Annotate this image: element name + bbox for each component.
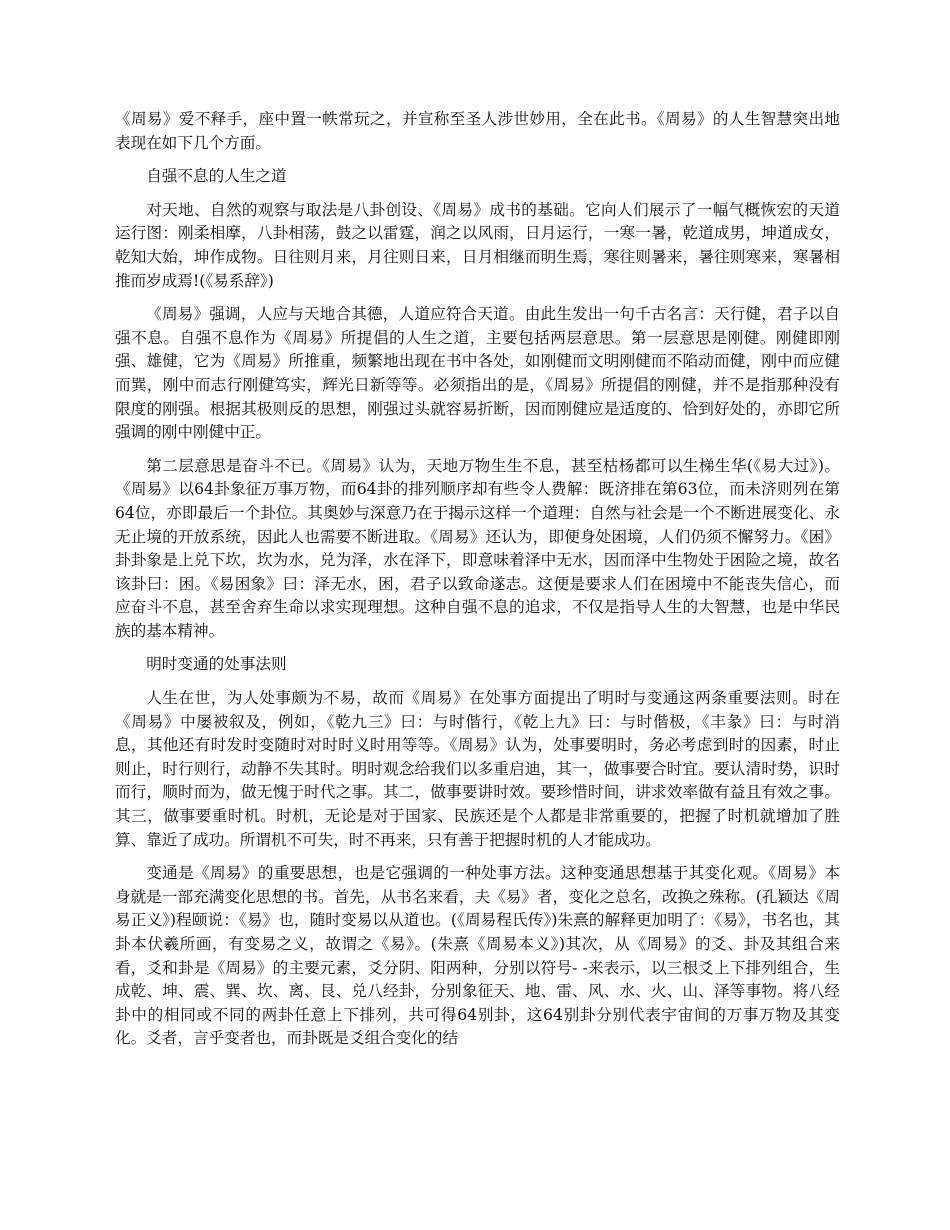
paragraph: 变通是《周易》的重要思想，也是它强调的一种处事方法。这种变通思想基于其变化观。《周易》本身就是一部充满变化思想的书。首先，从书名来看，夫《易》者，变化之总名，改换之殊称。(孔颖达《周易正义》)程颐说：《易》也，随时变易以从道也。(《周易程氏传》)朱熹的解释更加明了：《易》，书名也，其卦本伏羲所画，有变易之义，故谓之《易》。(朱熹《周易本义》)其次，从《周易》的爻、卦及其组合来看，爻和卦是《周易》的主要元素，爻分阴、阳两种，分别以符号- -来表示，以三根爻上下排列组合，生成乾、坤、震、巽、坎、离、艮、兑八经卦，分别象征天、地、雷、风、水、火、山、泽等事物。将八经卦中的相同或不同的两卦任意上下排列，共可得64别卦，这64别卦分别代表宇宙间的万事万物及其变化。爻者，言乎变者也，而卦既是爻组合变化的结 (115, 864, 840, 1048)
section-heading: 自强不息的人生之道 (146, 167, 287, 186)
paragraph: 《周易》强调，人应与天地合其德，人道应符合天道。由此生发出一句千古名言：天行健，君子以自强不息。自强不息作为《周易》所提倡的人生之道，主要包括两层意思。第一层意思是刚健。刚健即刚强、雄健，它为《周易》所推重，频繁地出现在书中各处，如刚健而文明刚健而不陷动而健，刚中而应健而巽，刚中而志行刚健笃实，辉光日新等等。必须指出的是，《周易》所提倡的刚健，并不是指那种没有限度的刚强。根据其极则反的思想，刚强过头就容易折断，因而刚健应是适度的、恰到好处的，亦即它所强调的刚中刚健中正。 (115, 305, 840, 442)
paragraph: 对天地、自然的观察与取法是八卦创设、《周易》成书的基础。它向人们展示了一幅气概恢宏的天道运行图：刚柔相摩，八卦相荡，鼓之以雷霆，润之以风雨，日月运行，一寒一暑，乾道成男，坤道成女，乾知大始，坤作成物。日往则月来，月往则日来，日月相继而明生焉，寒往则暑来，暑往则寒来，寒暑相推而岁成焉!(《易系辞》) (115, 200, 840, 290)
document-page (115, 108, 840, 1061)
paragraph: 第二层意思是奋斗不已。《周易》认为，天地万物生生不息，甚至枯杨都可以生梯生华(《易大过》)。《周易》以64卦象征万事万物，而64卦的排列顺序却有些令人费解：既济排在第63位，而未济则列在第64位，亦即最后一个卦位。其奥妙与深意乃在于揭示这样一个道理：自然与社会是一个不断进展变化、永无止境的开放系统，因此人也需要不断进取。《周易》还认为，即便身处困境，人们仍须不懈努力。《困》卦卦象是上兑下坎，坎为水，兑为泽，水在泽下，即意味着泽中无水，因而泽中生物处于困险之境，故名该卦曰：困。《易困象》曰：泽无水，困，君子以致命遂志。这便是要求人们在困境中不能丧失信心，而应奋斗不息，甚至舍弃生命以求实现理想。这种自强不息的追求，不仅是指导人生的大智慧，也是中华民族的基本精神。 (115, 456, 840, 640)
paragraph: 人生在世，为人处事颇为不易，故而《周易》在处事方面提出了明时与变通这两条重要法则。时在《周易》中屡被叙及，例如，《乾九三》曰：与时偕行，《乾上九》曰：与时偕极，《丰彖》曰：与时消息，其他还有时发时变随时对时时义时用等等。《周易》认为，处事要明时，务必考虑到时的因素，时止则止，时行则行，动静不失其时。明时观念给我们以多重启迪，其一，做事要合时宜。要认清时势，识时而行，顺时而为，做无愧于时代之事。其二，做事要讲时效。要珍惜时间，讲求效率做有益且有效之事。其三，做事要重时机。时机，无论是对于国家、民族还是个人都是非常重要的，把握了时机就增加了胜算、靠近了成功。所谓机不可失，时不再来，只有善于把握时机的人才能成功。 (115, 689, 840, 849)
paragraph: 《周易》爱不释手，座中置一帙常玩之，并宣称至圣人涉世妙用，全在此书。《周易》的人生智慧突出地表现在如下几个方面。 (115, 110, 840, 152)
section-heading: 明时变通的处事法则 (146, 655, 287, 674)
